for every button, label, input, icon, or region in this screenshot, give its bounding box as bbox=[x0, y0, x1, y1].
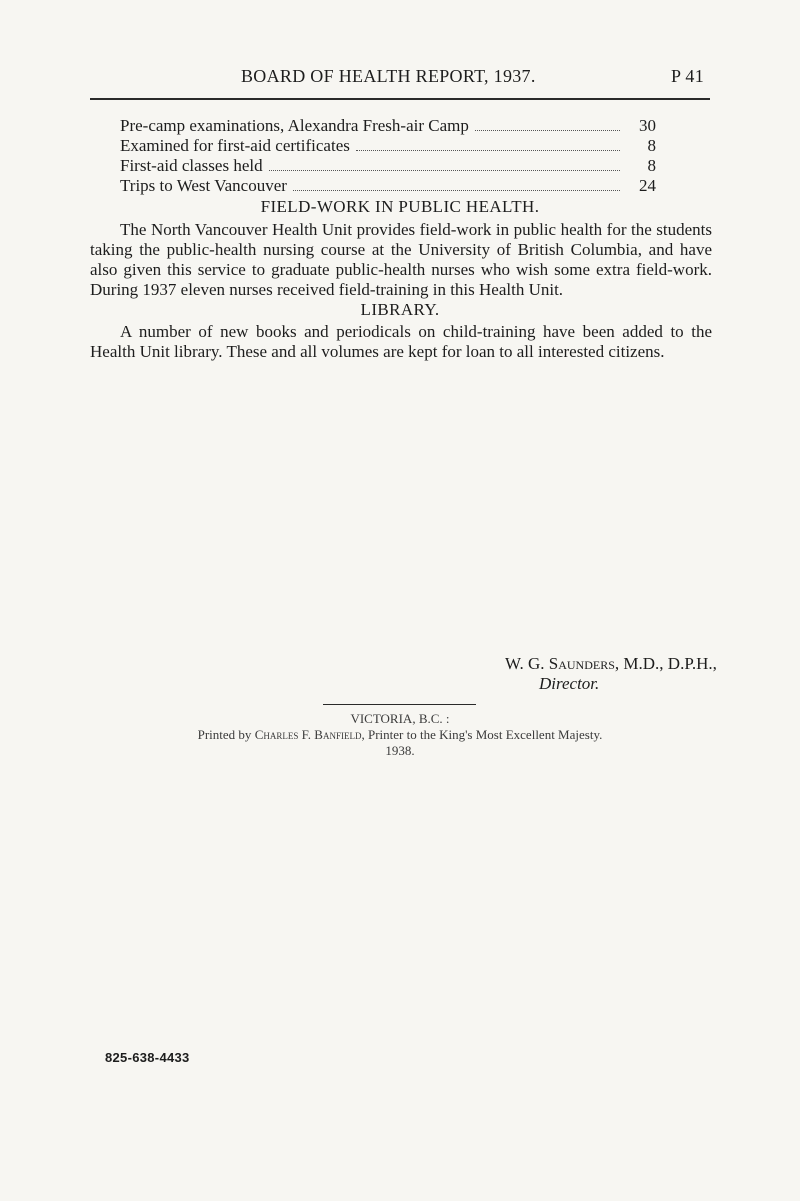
page-header bbox=[90, 66, 710, 90]
print-job-code: 825-638-4433 bbox=[105, 1050, 190, 1065]
header-rule bbox=[90, 98, 710, 100]
stat-row-first-aid-certificates bbox=[120, 136, 656, 156]
stat-value: 8 bbox=[647, 136, 656, 155]
report-title: BOARD OF HEALTH REPORT, 1937. bbox=[241, 66, 536, 86]
statistics-list bbox=[120, 116, 656, 196]
signatory-role: Director. bbox=[539, 674, 600, 693]
stat-label: Trips to West Vancouver bbox=[120, 176, 287, 195]
imprint-rule bbox=[323, 704, 476, 705]
printer-name: Charles F. Banfield bbox=[254, 727, 362, 742]
dot-leader bbox=[475, 130, 620, 131]
signatory-initials: W. G. bbox=[505, 654, 545, 673]
stat-row-first-aid-classes bbox=[120, 156, 656, 176]
field-work-paragraph: The North Vancouver Health Unit provides field-work in public health for the students taking the public-health nursing course at the University of British Columbia, and have also given this service to graduate public-health nurses who wish some extra field-work. During 1937 eleven nurses received field-training in this Health Unit. bbox=[90, 220, 712, 299]
imprint-place: VICTORIA, B.C. : bbox=[350, 711, 450, 726]
stat-label: First-aid classes held bbox=[120, 156, 263, 175]
printer-imprint bbox=[0, 711, 800, 759]
page-number: P 41 bbox=[670, 66, 704, 86]
stat-value: 24 bbox=[639, 176, 656, 195]
stat-value: 30 bbox=[639, 116, 656, 135]
signatory-name bbox=[505, 654, 717, 674]
stat-row-trips bbox=[120, 176, 656, 196]
signatory-surname: Saunders bbox=[548, 654, 615, 673]
imprint-year: 1938. bbox=[385, 743, 415, 758]
stat-row-precamp bbox=[120, 116, 656, 136]
dot-leader bbox=[356, 150, 620, 151]
imprint-prefix: Printed by bbox=[197, 727, 252, 742]
library-heading: LIBRARY. bbox=[360, 300, 440, 319]
imprint-suffix: , Printer to the King's Most Excellent Majesty. bbox=[361, 727, 603, 742]
stat-label: Examined for first-aid certificates bbox=[120, 136, 350, 155]
stat-value: 8 bbox=[647, 156, 656, 175]
signature-block bbox=[505, 654, 717, 694]
stat-label: Pre-camp examinations, Alexandra Fresh-air Camp bbox=[120, 116, 469, 135]
field-work-heading: FIELD-WORK IN PUBLIC HEALTH. bbox=[260, 197, 540, 216]
signatory-degrees: , M.D., D.P.H., bbox=[614, 654, 717, 673]
imprint-printer-line bbox=[0, 727, 800, 743]
library-paragraph: A number of new books and periodicals on child-training have been added to the Health Unit library. These and all volumes are kept for loan to all interested citizens. bbox=[90, 322, 712, 361]
dot-leader bbox=[293, 190, 620, 191]
dot-leader bbox=[269, 170, 620, 171]
